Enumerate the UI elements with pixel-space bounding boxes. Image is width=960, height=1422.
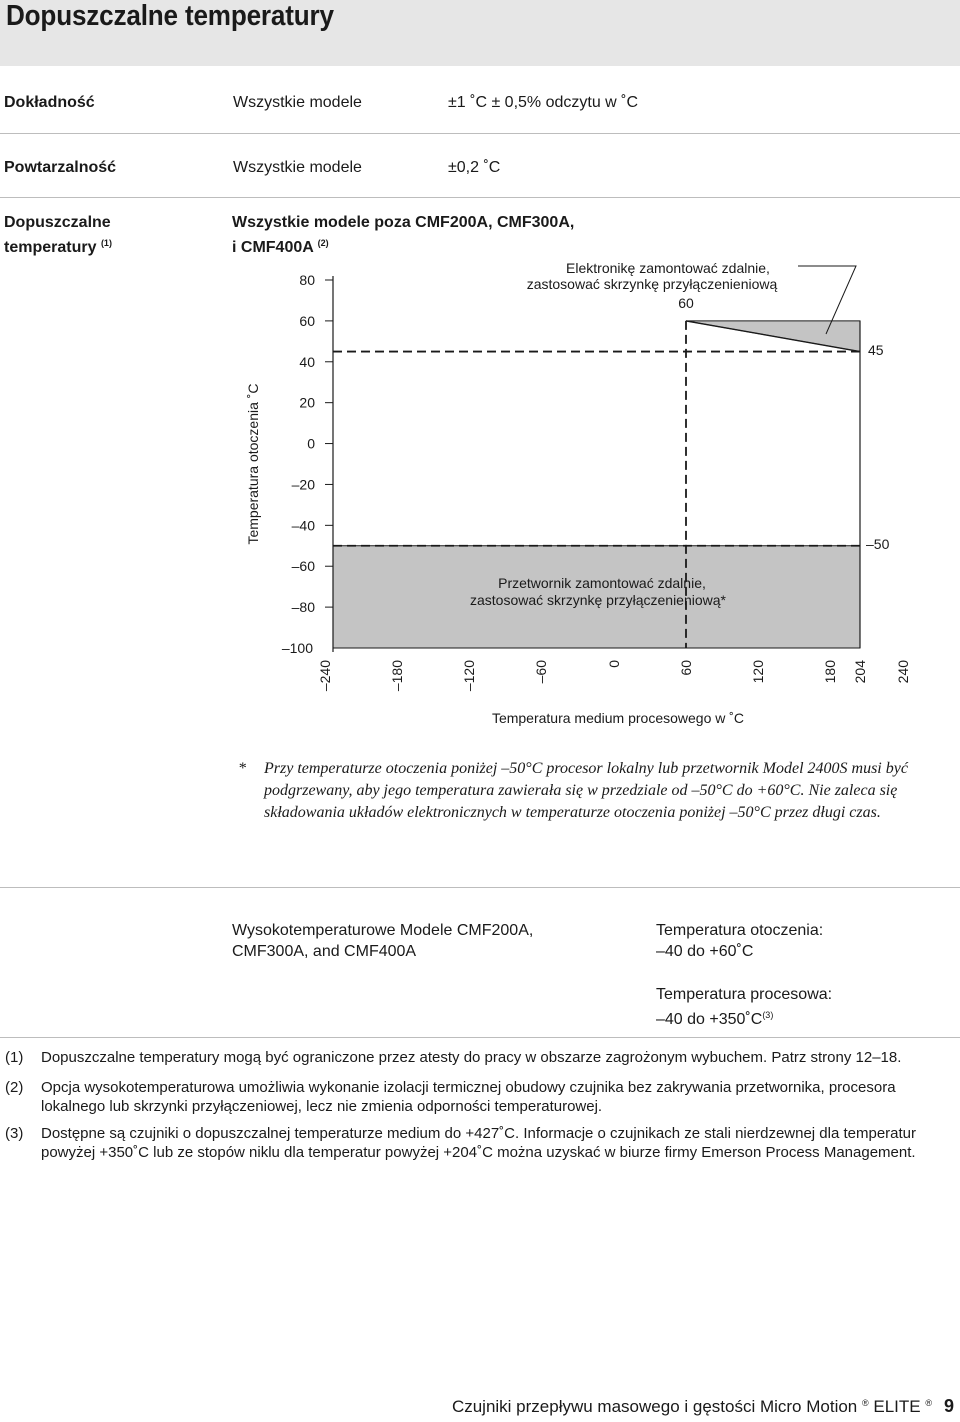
annotation-electronics-line1: Elektronikę zamontować zdalnie,	[566, 260, 770, 276]
temperature-chart	[0, 250, 960, 740]
y-tick-label: –60	[291, 558, 315, 575]
x-axis-label: Temperatura medium procesowego w ˚C	[491, 710, 745, 726]
star-footnote-line3: składowania układów elektronicznych w temperaturze otoczenia poniżej –50°C przez długi czas.	[264, 804, 881, 821]
note-3-text: Dostępne są czujniki o dopuszczalnej temperaturze medium do +427˚C. Informacje o czujnikach ze stali nierdzewnej dla temperatur powyżej +350˚C lub ze stopów niklu dla temperatur powyżej +204˚C można uzyskać w biurze firmy Emerson Process Management.	[41, 1125, 917, 1161]
accuracy-model: Wszystkie modele	[233, 94, 362, 111]
note-2-number: (2)	[5, 1079, 24, 1096]
limits-label-sup: (1)	[100, 238, 112, 248]
ambient-temp	[656, 920, 823, 962]
annotation-electronics-line2: zastosować skrzynkę przyłączenieniową	[526, 276, 778, 292]
accuracy-label: Dokładność	[4, 94, 95, 111]
y-tick-label: –40	[291, 517, 315, 534]
process-temp-label: Temperatura procesowa:	[656, 986, 833, 1003]
note-3	[5, 1124, 955, 1184]
footer-text: Czujniki przepływu masowego i gęstości Micro Motion	[451, 1397, 858, 1416]
process-temp-sup: (3)	[762, 1010, 774, 1020]
footer-brand: ELITE	[873, 1397, 921, 1416]
y-tick-label: 40	[299, 353, 315, 370]
process-temp	[656, 984, 832, 1030]
annotation-transmitter-line1: Przetwornik zamontować zdalnie,	[498, 575, 706, 591]
value-label-45: 45	[868, 342, 884, 358]
divider	[0, 133, 960, 134]
note-1-number: (1)	[5, 1049, 24, 1066]
x-tick-label: 180	[822, 660, 838, 684]
y-axis-label: Temperatura otoczenia ˚C	[245, 383, 261, 545]
limits-label-line2: temperatury	[4, 239, 97, 256]
divider	[0, 197, 960, 198]
y-tick-label: 80	[299, 272, 315, 288]
ambient-temp-label: Temperatura otoczenia:	[656, 922, 824, 939]
star-footnote-line1: Przy temperaturze otoczenia poniżej –50°C procesor lokalny lub przetwornik Model 2400S musi być	[264, 760, 908, 777]
limits-heading-line2: i CMF400A	[232, 239, 314, 256]
repeatability-value: ±0,2 ˚C	[448, 159, 501, 176]
y-tick-label: –20	[291, 476, 315, 493]
star-footnote	[264, 758, 956, 824]
note-3-number: (3)	[5, 1125, 24, 1142]
note-2	[5, 1078, 955, 1118]
limits-label-line1: Dopuszczalne	[4, 214, 111, 231]
note-2-text: Opcja wysokotemperaturowa umożliwia wykonanie izolacji termicznej obudowy czujnika bez zakrywania przetwornika, procesora lokalnego lub skrzynki przyłączeniowej, lecz nie zmienia odporności temperaturowej.	[41, 1079, 896, 1115]
star-footnote-line2: podgrzewany, aby jego temperatura zawierała się w przedziale od –50°C do +60°C. Nie zaleca się	[264, 782, 898, 799]
note-1-text: Dopuszczalne temperatury mogą być ograniczone przez atesty do pracy w obszarze zagrożonym wybuchem. Patrz strony 12–18.	[41, 1049, 902, 1066]
x-tick-label: 204	[852, 660, 868, 684]
x-tick-label: –60	[533, 660, 549, 684]
accuracy-value: ±1 ˚C ± 0,5% odczytu w ˚C	[448, 94, 639, 111]
x-tick-label: –240	[317, 660, 333, 692]
footer-reg-mark: ®	[862, 1398, 869, 1408]
footer	[452, 1397, 932, 1417]
divider	[0, 887, 960, 888]
y-tick-label: 20	[299, 394, 315, 411]
page-title: Dopuszczalne temperatury	[6, 0, 334, 32]
high-temp-models	[232, 920, 533, 962]
high-temp-model-line1: Wysokotemperaturowe Modele CMF200A,	[232, 922, 534, 939]
y-tick-label: 60	[299, 312, 315, 329]
y-tick-label: –80	[291, 599, 315, 616]
repeatability-label: Powtarzalność	[4, 159, 117, 176]
y-tick-label: –100	[281, 640, 313, 656]
footer-reg-mark: ®	[925, 1398, 932, 1408]
divider	[0, 1037, 960, 1038]
high-temp-model-line2: CMF300A, and CMF400A	[232, 943, 417, 960]
annotation-transmitter-line2: zastosować skrzynkę przyłączenieniową*	[470, 592, 726, 608]
y-tick-label: 0	[307, 435, 315, 452]
note-1	[5, 1048, 955, 1068]
value-label-minus50: –50	[866, 536, 890, 552]
ambient-temp-value: –40 do +60˚C	[656, 943, 754, 960]
x-tick-label: –180	[389, 660, 405, 692]
star-footnote-mark: *	[238, 760, 246, 777]
x-tick-label: –120	[461, 660, 477, 692]
x-tick-label: 120	[750, 660, 766, 684]
limits-heading-line1: Wszystkie modele poza CMF200A, CMF300A,	[232, 214, 575, 231]
page-number: 9	[943, 1396, 954, 1416]
x-tick-label: 240	[895, 660, 911, 684]
process-temp-value: –40 do +350˚C	[656, 1011, 763, 1028]
repeatability-model: Wszystkie modele	[233, 159, 362, 176]
x-tick-label: 60	[678, 660, 694, 676]
value-label-60: 60	[678, 295, 694, 311]
x-tick-label: 0	[606, 660, 622, 668]
limits-heading-sup: (2)	[317, 238, 329, 248]
